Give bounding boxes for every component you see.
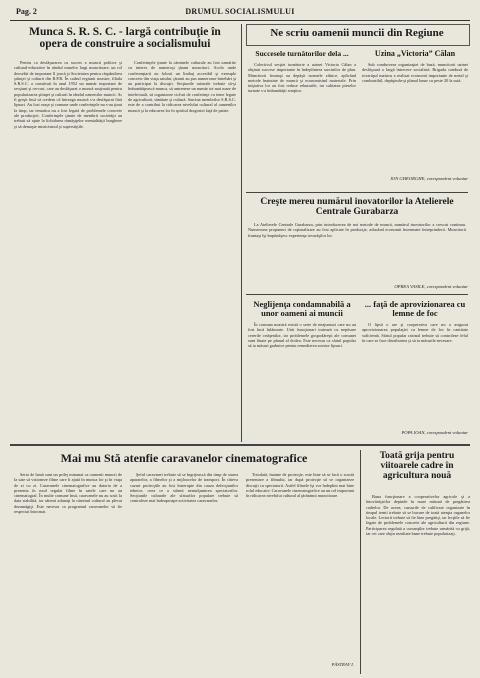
creste-paragraph: La Atelierele Centrale Gurabarza, prin introducerea de noi metode de muncă, numărul inovatorilor a crescut continuu. Numeroase propuneri de raţionalizare au fost aplicate în producţie, aducând economii însemnate întreprinderii. Muncitorii fruntaşi îşi împărtăşesc experienţa tovarăşilor lor. bbox=[248, 222, 466, 238]
article-munca-col2 bbox=[128, 60, 236, 442]
page-number: Pag. 2 bbox=[16, 7, 37, 16]
fata-text bbox=[362, 322, 468, 426]
caravane-col1-text: Seria de lamă sunt un prilej minunat ca oamenii muncii de la sate să vizioneze filme care îi ajută în munca lor şi în viaţa de zi cu zi. Caravanele cinematografice au datoria de a prezenta în mod regulat filme în satele care nu au cinematograf. În multe comune însă, caravanele nu au sosit la data stabilită, iar sătenii adunaţi la căminul cultural au plecat dezamăgiţi. Este necesar ca programul caravanelor să fie respectat întocmai. bbox=[14, 472, 122, 515]
newspaper-name: DRUMUL SOCIALISMULUI bbox=[185, 7, 295, 16]
caravane-col3-text: Totodată, înainte de proiecţie, este bine să se facă o scurtă prezentare a filmului, iar după proiecţie să se organizeze discuţii cu spectatorii. Astfel filmele îşi vor îndeplini mai bine rolul educativ. Caravanele cinematografice au un rol important în ridicarea nivelului cultural al ţărănimii muncitoare. bbox=[246, 472, 354, 499]
caravane-col2-text: Şeful caravanei trebuie să se îngrijească din timp de starea aparatelor, a filmelor şi a mijloacelor de transport. În câteva cazuri proiecţiile au fost întrerupte din cauza defecţiunilor tehnice, ceea ce a stârnit nemulţumirea spectatorilor. Secţiunile culturale ale sfaturilor populare trebuie să controleze mai îndeaproape activitatea caravanelor. bbox=[130, 472, 238, 504]
caravane-col2 bbox=[130, 472, 238, 672]
toata-text bbox=[366, 494, 470, 672]
article-munca-col1 bbox=[14, 60, 122, 442]
subtitle-turnator: Succesele turnătorilor dela ... bbox=[255, 49, 349, 58]
caravane-signature: PĂSTRAV I. bbox=[331, 662, 354, 667]
uzina-text bbox=[362, 62, 468, 174]
caravane-col3 bbox=[246, 472, 354, 658]
bottom-section-rule bbox=[10, 444, 470, 446]
uzina-signature: ION GHEORGHE, corespondent voluntar bbox=[390, 176, 468, 181]
section-divider bbox=[246, 192, 468, 193]
turnator-text bbox=[248, 62, 356, 188]
neglijenta-text bbox=[248, 322, 356, 440]
toata-paragraph: Buna funcţionare a cooperativelor agricole şi a întovărăşirilor depinde în mare măsură de pregătirea cadrelor. De aceea, cursurile de calificare organizate în timpul iernii trebuie să se bucure de toată atenţia organelor locale. Lectorii trebuie să fie bine pregătiţi, iar lecţiile să fie legate de problemele concrete ale agriculturii din regiune. Participarea regulată a cursanţilor trebuie urmărită cu grijă, iar cei care obţin rezultate bune trebuie popularizaţi. bbox=[366, 494, 470, 537]
turnator-paragraph: Colectivul secţiei turnătorie a uzinei Victoria Călan a obţinut succese importante în îndeplinirea sarcinilor de plan. Muncitorii fruntaşi au depăşit normele zilnice, aplicând metode înaintate de muncă şi economisind materiale. Prin iniţiativa lor au fost reduse rebuturile, iar calitatea pieselor turnate s-a îmbunătăţit simţitor. bbox=[248, 62, 356, 94]
bottom-column-divider bbox=[360, 450, 361, 674]
subtitle-fata: ... faţă de aprovizionarea cu lemne de foc bbox=[364, 299, 466, 318]
article-munca-col2-text: Conferinţele ţinute la căminele culturale au fost urmărite cu interes de numeroşi ţărani muncitori. Acolo unde conferenţiarii au folosit un limbaj accesibil şi exemple concrete din viaţa satului, ţăranii au pus numeroase întrebări şi au participat la discuţii. Secţiunile raionale trebuie să-şi îmbunătăţească munca, să antreneze un număr tot mai mare de intelectuali, să organizeze cicluri de conferinţe cu teme legate de agricultură, sănătate şi cultură. Sarcina membrilor S.R.S.C. este de a contribui la ridicarea nivelului cultural al oamenilor muncii şi la educarea lor în spiritul dragostei faţă de patrie. bbox=[128, 60, 236, 113]
page-header bbox=[10, 4, 470, 21]
section-divider-2 bbox=[246, 294, 468, 295]
fata-signature: POPA IOAN, corespondent voluntar bbox=[401, 430, 468, 435]
column-divider bbox=[241, 24, 242, 442]
subtitle-creste: Creşte mereu numărul inovatorilor la Atelierele Centrale Gurabarza bbox=[260, 197, 454, 217]
caravane-col1 bbox=[14, 472, 122, 672]
article-title-toata: Toată grija pentru viitoarele cadre în agricultura nouă bbox=[379, 451, 455, 481]
neglijenta-paragraph: În comuna noastră există o serie de neajunsuri care nu au fost încă înlăturate. Unii funcţionari tratează cu nepăsare cererile cetăţenilor, iar problemele gospodăreşti ale comunei sunt lăsate pe planul al doilea. Este necesar ca sfatul popular să ia măsuri grabnice pentru remedierea acestor lipsuri. bbox=[248, 322, 356, 349]
uzina-paragraph: Sub conducerea organizaţiei de bază, muncitorii uzinei desfăşoară o largă întrecere socialistă. Brigada condusă de tovarăşul maistru a realizat economii importante de metal şi combustibil, depăşindu-şi planul lunar cu peste 20 la sută. bbox=[362, 62, 468, 83]
subtitle-neglijenta: Neglijenţa condamnabilă a unor oameni ai muncii bbox=[253, 299, 351, 318]
article-munca-col1-text: Pentru ca desfăşurarea cu succes a muncii politice şi cultural-educative în rândul maselor largi muncitoare, un rol deosebit de important îl joacă şi Societatea pentru răspândirea ştiinţei şi culturii din R.P.R. În cadrul regiunii noastre, filiala S.R.S.C. a constituit în anul 1952 un număr important de secţiuni şi cercuri, care au desfăşurat o muncă susţinută pentru popularizarea ştiinţei şi culturii în rândul oamenilor muncii. Ar fi greşit însă să credem că întreaga muncă s-a desfăşurat fără lipsuri. Au fost oraşe şi comune unde conferinţele nu s-au ţinut la timp, iar tematica nu a fost legată de problemele concrete ale producţiei. Conferinţele ţinute de membrii societăţii au trebuit să ajute la lichidarea rămăşiţelor mentalităţii burgheze şi să demaşte misticismul şi superstiţiile. bbox=[14, 60, 122, 129]
article-title-regiune: Ne scriu oamenii muncii din Regiune bbox=[270, 27, 444, 39]
subtitle-uzina: Uzina „Victoria” Călan bbox=[374, 49, 456, 58]
article-title-caravane: Mai mu Stă atenfie caravanelor cinematografice bbox=[60, 451, 308, 465]
article-title-munca: Munca S. R. S. C. - largă contribuţie în opera de construire a socialismului bbox=[29, 26, 221, 51]
creste-text bbox=[248, 222, 466, 282]
creste-signature: OPREA VASILE, corespondent voluntar bbox=[394, 284, 468, 289]
fata-paragraph: O lipsă o are şi cooperativa care nu a asigurat aprovizionarea populaţiei cu lemne de foc în cantitate suficientă. Sfatul popular raional trebuie să controleze felul în care se face distribuirea şi să ia măsurile necesare. bbox=[362, 322, 468, 343]
